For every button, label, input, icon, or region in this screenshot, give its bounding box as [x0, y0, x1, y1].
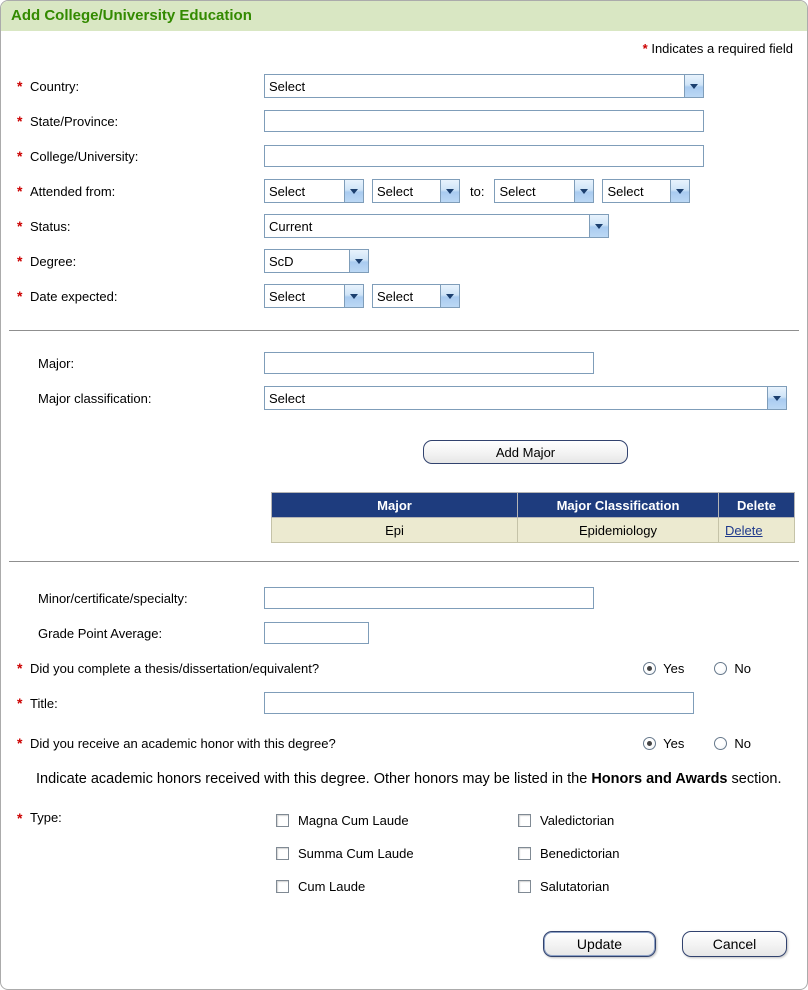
date-expected-month-select[interactable]: [264, 284, 364, 308]
thesis-no-option: [714, 661, 751, 676]
summa-cum-laude-option: [276, 843, 518, 864]
college-label: College/University:: [30, 148, 139, 164]
required-asterisk: *: [17, 660, 23, 676]
degree-select[interactable]: [264, 249, 369, 273]
major-input[interactable]: [264, 352, 594, 374]
thesis-yes-option: [643, 661, 684, 676]
type-label: Type:: [30, 810, 62, 826]
attended-from-month-value: Select: [269, 183, 306, 199]
cum-laude-label: Cum Laude: [298, 879, 366, 895]
degree-select-value: ScD: [269, 253, 294, 269]
chevron-down-icon: [589, 215, 608, 237]
benedictorian-label: Benedictorian: [540, 846, 620, 862]
summa-cum-laude-checkbox[interactable]: [276, 847, 289, 860]
date-expected-year-select[interactable]: [372, 284, 460, 308]
major-classification-row: [1, 386, 807, 410]
minor-row: [1, 586, 807, 610]
section-divider: [9, 561, 799, 562]
chevron-down-icon: [574, 180, 593, 202]
attended-label: Attended from:: [30, 183, 116, 199]
valedictorian-option: [518, 810, 620, 831]
page-title: Add College/University Education: [11, 7, 252, 24]
honor-type-grid: [264, 810, 620, 897]
date-expected-label: Date expected:: [30, 288, 118, 304]
cancel-button[interactable]: Cancel: [682, 931, 787, 957]
honor-question-row: [1, 731, 807, 755]
country-label: Country:: [30, 78, 80, 94]
required-asterisk: *: [17, 183, 23, 199]
valedictorian-checkbox[interactable]: [518, 814, 531, 827]
magna-cum-laude-checkbox[interactable]: [276, 814, 289, 827]
chevron-down-icon: [344, 285, 363, 307]
table-row: [272, 518, 795, 543]
update-button[interactable]: Update: [543, 931, 656, 957]
magna-cum-laude-option: [276, 810, 518, 831]
attended-to-month-value: Select: [499, 183, 536, 199]
date-expected-month-value: Select: [269, 288, 306, 304]
thesis-question-row: [1, 656, 807, 680]
valedictorian-label: Valedictorian: [540, 813, 615, 829]
major-classification-select[interactable]: [264, 386, 787, 410]
chevron-down-icon: [684, 75, 703, 97]
benedictorian-option: [518, 843, 620, 864]
status-select-value: Current: [269, 218, 313, 234]
action-buttons-row: [1, 931, 807, 957]
major-column-header: Major: [272, 493, 518, 518]
honor-no-radio[interactable]: [714, 737, 727, 750]
chevron-down-icon: [440, 180, 459, 202]
required-asterisk: *: [17, 218, 23, 234]
delete-column-header: Delete: [719, 493, 795, 518]
delete-link[interactable]: Delete: [725, 522, 763, 538]
required-note-text: Indicates a required field: [651, 41, 793, 56]
dialog-header: [1, 1, 807, 31]
salutatorian-option: [518, 876, 620, 897]
attended-from-year-value: Select: [377, 183, 414, 199]
date-expected-row: [1, 284, 807, 308]
state-input[interactable]: [264, 110, 704, 132]
honor-yes-radio[interactable]: [643, 737, 656, 750]
honors-note-bold: Honors and Awards: [591, 771, 728, 787]
minor-label: Minor/certificate/specialty:: [38, 590, 188, 606]
attended-row: [1, 179, 807, 203]
major-cell: Epi: [272, 518, 518, 543]
status-label: Status:: [30, 218, 71, 234]
honors-note: [36, 769, 791, 790]
thesis-no-label: No: [734, 660, 751, 676]
required-asterisk: *: [17, 288, 23, 304]
cum-laude-option: [276, 876, 518, 897]
major-table: [271, 492, 795, 543]
title-row: [1, 691, 807, 715]
honor-yes-label: Yes: [663, 735, 685, 751]
honor-yes-option: [643, 736, 684, 751]
attended-to-year-select[interactable]: [602, 179, 690, 203]
gpa-label: Grade Point Average:: [38, 625, 163, 641]
date-expected-controls: [264, 284, 460, 308]
state-row: [1, 109, 807, 133]
chevron-down-icon: [670, 180, 689, 202]
honor-radio-group: [643, 736, 751, 751]
minor-input[interactable]: [264, 587, 594, 609]
honor-no-option: [714, 736, 751, 751]
type-row: [1, 810, 807, 897]
status-select[interactable]: [264, 214, 609, 238]
major-classification-label: Major classification:: [38, 390, 152, 406]
salutatorian-label: Salutatorian: [540, 879, 610, 895]
gpa-input[interactable]: [264, 622, 369, 644]
attended-from-month-select[interactable]: [264, 179, 364, 203]
status-row: [1, 214, 807, 238]
thesis-question-label: Did you complete a thesis/dissertation/equivalent?: [30, 660, 320, 676]
chevron-down-icon: [767, 387, 786, 409]
delete-cell: [719, 518, 795, 543]
benedictorian-checkbox[interactable]: [518, 847, 531, 860]
required-asterisk: *: [17, 148, 23, 164]
required-asterisk: *: [642, 41, 648, 56]
add-major-row: [264, 440, 787, 464]
summa-cum-laude-label: Summa Cum Laude: [298, 846, 414, 862]
cum-laude-checkbox[interactable]: [276, 880, 289, 893]
honor-no-label: No: [734, 735, 751, 751]
title-input[interactable]: [264, 692, 694, 714]
chevron-down-icon: [344, 180, 363, 202]
required-field-note: [1, 31, 807, 56]
salutatorian-checkbox[interactable]: [518, 880, 531, 893]
required-asterisk: *: [17, 78, 23, 94]
honors-note-text: Indicate academic honors received with this degree. Other honors may be listed in the: [36, 771, 592, 787]
honors-note-text-after: section.: [727, 771, 782, 787]
country-select[interactable]: [264, 74, 704, 98]
thesis-yes-label: Yes: [663, 660, 685, 676]
classification-cell: Epidemiology: [518, 518, 719, 543]
degree-label: Degree:: [30, 253, 77, 269]
chevron-down-icon: [440, 285, 459, 307]
college-row: [1, 144, 807, 168]
country-row: [1, 74, 807, 98]
section-divider: [9, 330, 799, 331]
required-asterisk: *: [17, 253, 23, 269]
required-asterisk: *: [17, 735, 23, 751]
major-row: [1, 351, 807, 375]
major-classification-column-header: Major Classification: [518, 493, 719, 518]
attended-to-year-value: Select: [607, 183, 644, 199]
required-asterisk: *: [17, 810, 23, 827]
major-classification-value: Select: [269, 390, 306, 406]
required-asterisk: *: [17, 113, 23, 129]
add-major-button[interactable]: Add Major: [423, 440, 628, 464]
attended-from-year-select[interactable]: [372, 179, 460, 203]
title-label: Title:: [30, 695, 58, 711]
chevron-down-icon: [349, 250, 368, 272]
state-label: State/Province:: [30, 113, 119, 129]
degree-row: [1, 249, 807, 273]
attended-to-label: to:: [470, 183, 485, 199]
thesis-no-radio[interactable]: [714, 662, 727, 675]
date-expected-year-value: Select: [377, 288, 414, 304]
attended-controls: [264, 179, 690, 203]
honor-question-label: Did you receive an academic honor with this degree?: [30, 735, 336, 751]
major-table-header-row: [272, 493, 795, 518]
major-label: Major:: [38, 355, 75, 371]
thesis-yes-radio[interactable]: [643, 662, 656, 675]
thesis-radio-group: [643, 661, 751, 676]
country-select-value: Select: [269, 78, 306, 94]
magna-cum-laude-label: Magna Cum Laude: [298, 813, 409, 829]
college-input[interactable]: [264, 145, 704, 167]
attended-to-month-select[interactable]: [494, 179, 594, 203]
required-asterisk: *: [17, 695, 23, 711]
gpa-row: [1, 621, 807, 645]
